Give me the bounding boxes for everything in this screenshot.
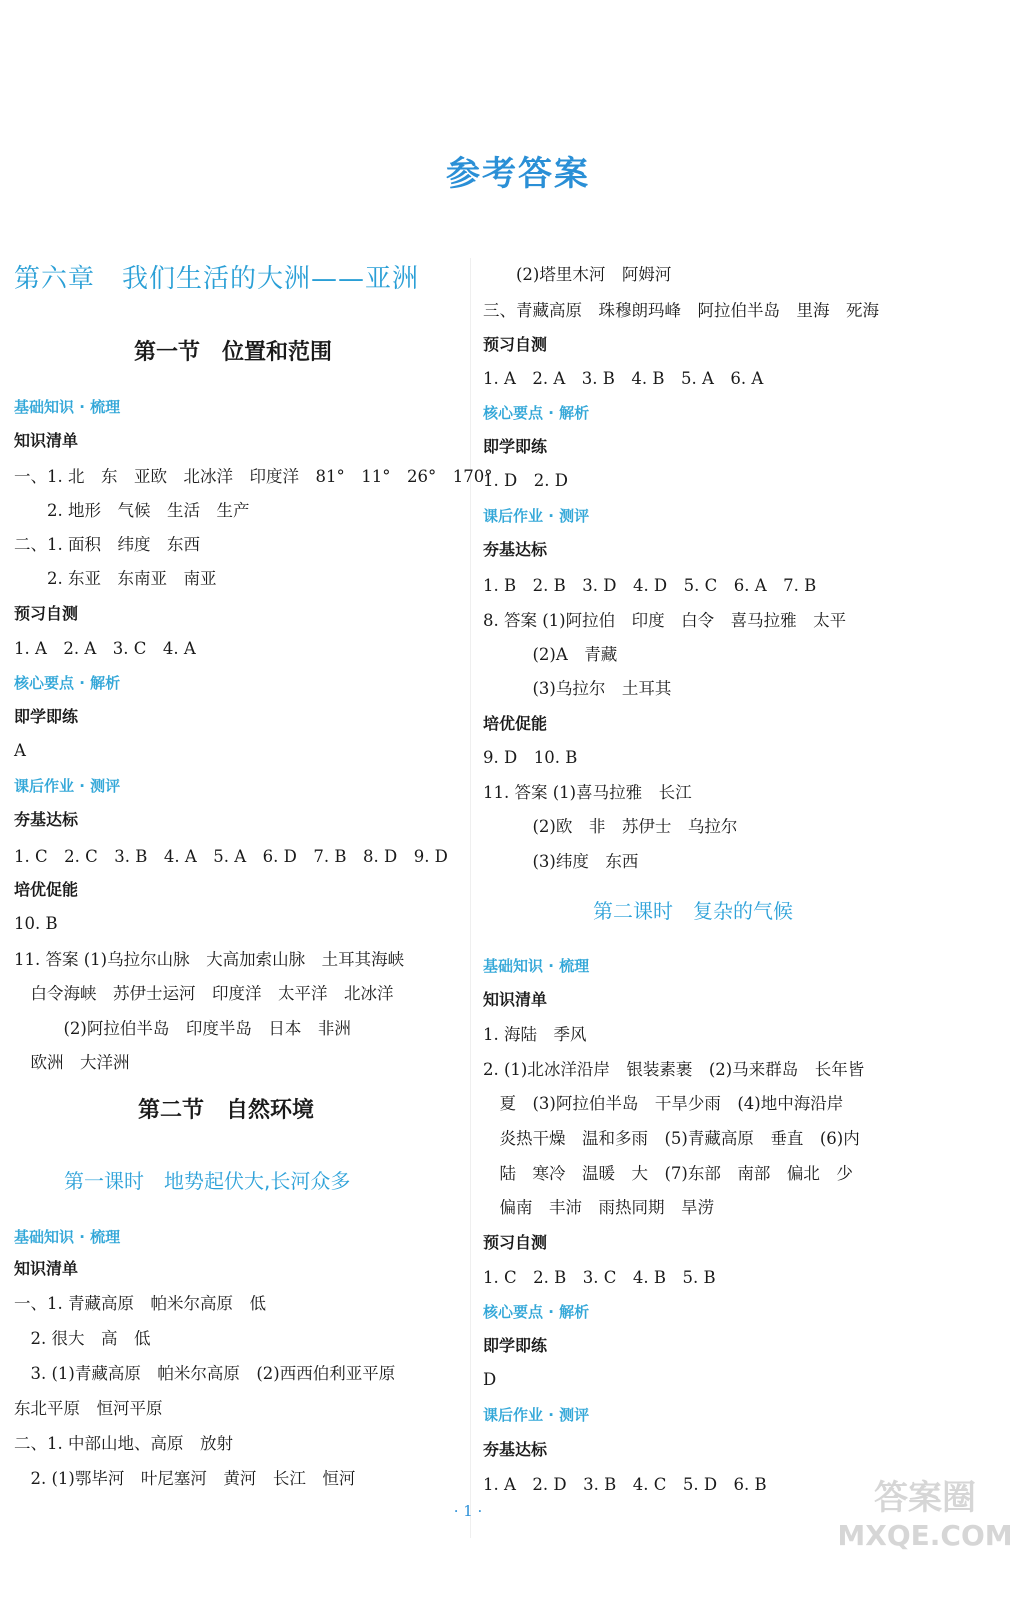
right-head-20: 知识清单 [483,990,548,1009]
right-bar-4: 核心要点 · 解析 [483,404,590,422]
left-lesson-23: 第一课时 地势起伏大,长河众多 [64,1169,351,1193]
right-lesson-18: 第二课时 复杂的气候 [593,899,793,923]
right-head-5: 即学即练 [483,437,548,456]
left-chapter-0: 第六章 我们生活的大洲——亚洲 [14,264,420,294]
right-line-24: 炎热干燥 温和多雨 (5)青藏高原 垂直 (6)内 [483,1129,860,1148]
left-bar-24: 基础知识 · 梳理 [14,1228,121,1246]
left-line-7: 2. 东亚 东南亚 南亚 [14,569,217,588]
svg-text:MXQE.COM: MXQE.COM [840,1519,1010,1552]
left-line-5: 2. 地形 气候 生活 生产 [14,501,250,520]
right-line-12: (3)乌拉尔 土耳其 [483,679,672,698]
right-bar-19: 基础知识 · 梳理 [483,957,590,975]
right-bar-29: 核心要点 · 解析 [483,1303,590,1321]
left-head-16: 培优促能 [14,880,79,899]
right-head-2: 预习自测 [483,335,548,354]
left-line-17: 10. B [14,914,58,933]
left-head-3: 知识清单 [14,431,79,450]
left-line-19: 白令海峡 苏伊士运河 印度洋 太平洋 北冰洋 [14,984,394,1003]
right-line-34: 1. A 2. D 3. B 4. C 5. D 6. B [483,1475,767,1494]
right-line-26: 偏南 丰沛 雨热同期 旱涝 [483,1198,714,1217]
page-title: 参考答案 [446,154,590,194]
left-line-30: 二、1. 中部山地、高原 放射 [14,1434,233,1453]
left-line-9: 1. A 2. A 3. C 4. A [14,639,196,658]
left-head-14: 夯基达标 [14,810,79,829]
left-line-15: 1. C 2. C 3. B 4. A 5. A 6. D 7. B 8. D 9. D [14,847,448,866]
right-line-3: 1. A 2. A 3. B 4. B 5. A 6. A [483,369,764,388]
column-divider [470,258,471,1538]
right-line-0: (2)塔里木河 阿姆河 [483,265,672,284]
left-line-4: 一、1. 北 东 亚欧 北冰洋 印度洋 81° 11° 26° 170° [14,467,493,486]
right-line-23: 夏 (3)阿拉伯半岛 干旱少雨 (4)地中海沿岸 [483,1094,844,1113]
right-line-14: 9. D 10. B [483,748,578,767]
right-line-21: 1. 海陆 季风 [483,1025,587,1044]
right-head-33: 夯基达标 [483,1440,548,1459]
svg-text:答案圈: 答案圈 [874,1478,976,1518]
left-line-20: (2)阿拉伯半岛 印度半岛 日本 非洲 [14,1019,351,1038]
right-line-16: (2)欧 非 苏伊士 乌拉尔 [483,817,738,836]
right-bar-7: 课后作业 · 测评 [483,507,590,525]
left-head-25: 知识清单 [14,1259,79,1278]
right-line-25: 陆 寒冷 温暖 大 (7)东部 南部 偏北 少 [483,1164,853,1183]
right-head-30: 即学即练 [483,1336,548,1355]
right-line-6: 1. D 2. D [483,471,568,490]
watermark-logo [840,1473,1010,1560]
left-line-31: 2. (1)鄂毕河 叶尼塞河 黄河 长江 恒河 [14,1469,356,1488]
left-line-18: 11. 答案 (1)乌拉尔山脉 大高加索山脉 土耳其海峡 [14,950,405,969]
right-head-13: 培优促能 [483,714,548,733]
right-line-1: 三、青藏高原 珠穆朗玛峰 阿拉伯半岛 里海 死海 [483,301,879,320]
right-line-15: 11. 答案 (1)喜马拉雅 长江 [483,783,692,802]
right-line-9: 1. B 2. B 3. D 4. D 5. C 6. A 7. B [483,576,817,595]
left-line-6: 二、1. 面积 纬度 东西 [14,535,200,554]
left-bar-10: 核心要点 · 解析 [14,674,121,692]
left-line-26: 一、1. 青藏高原 帕米尔高原 低 [14,1294,266,1313]
left-section-1: 第一节 位置和范围 [134,340,333,365]
left-bar-13: 课后作业 · 测评 [14,777,121,795]
left-line-29: 东北平原 恒河平原 [14,1399,163,1418]
left-bar-2: 基础知识 · 梳理 [14,398,121,416]
left-section-22: 第二节 自然环境 [138,1098,315,1123]
right-head-27: 预习自测 [483,1233,548,1252]
page-number: · 1 · [453,1502,483,1520]
left-line-27: 2. 很大 高 低 [14,1329,151,1348]
left-line-21: 欧洲 大洋洲 [14,1053,130,1072]
left-line-12: A [14,741,26,760]
right-line-11: (2)A 青藏 [483,645,618,664]
right-bar-32: 课后作业 · 测评 [483,1406,590,1424]
right-head-8: 夯基达标 [483,540,548,559]
left-head-11: 即学即练 [14,707,79,726]
right-line-17: (3)纬度 东西 [483,852,639,871]
right-line-31: D [483,1370,497,1389]
left-head-8: 预习自测 [14,604,79,623]
right-line-28: 1. C 2. B 3. C 4. B 5. B [483,1268,716,1287]
right-line-22: 2. (1)北冰洋沿岸 银装素裹 (2)马来群岛 长年皆 [483,1060,865,1079]
watermark-graphic [840,1473,1010,1553]
right-line-10: 8. 答案 (1)阿拉伯 印度 白令 喜马拉雅 太平 [483,611,847,630]
left-line-28: 3. (1)青藏高原 帕米尔高原 (2)西西伯利亚平原 [14,1364,396,1383]
